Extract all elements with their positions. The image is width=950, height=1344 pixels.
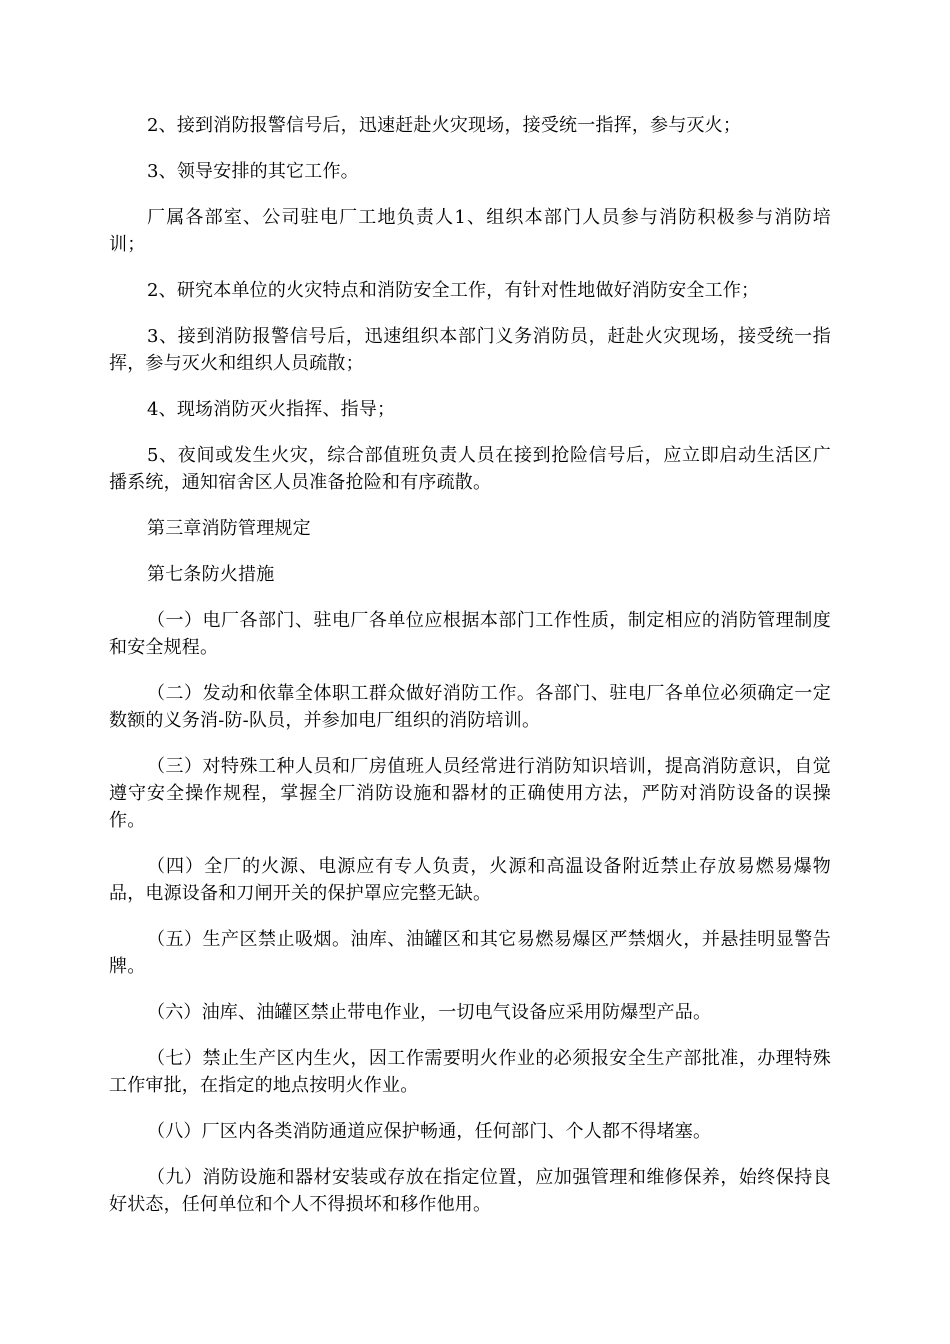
- paragraph-dept-heads: 厂属各部室、公司驻电厂工地负责人1、组织本部门人员参与消防积极参与消防培训；: [109, 207, 831, 255]
- measure-5: （五）生产区禁止吸烟。油库、油罐区和其它易燃易爆区严禁烟火，并悬挂明显警告牌。: [109, 929, 831, 977]
- measure-4: （四）全厂的火源、电源应有专人负责，火源和高温设备附近禁止存放易燃易爆物品，电源设备和刀闸开关的保护罩应完整无缺。: [109, 856, 831, 904]
- article-heading: 第七条防火措施: [147, 564, 275, 585]
- document-body: [109, 112, 831, 1237]
- paragraph-duty-3: 3、领导安排的其它工作。: [147, 161, 359, 182]
- paragraph-dept-2: 2、研究本单位的火灾特点和消防安全工作，有针对性地做好消防安全工作；: [147, 280, 760, 301]
- measure-7: （七）禁止生产区内生火，因工作需要明火作业的必须报安全生产部批准，办理特殊工作审批，在指定的地点按明火作业。: [109, 1048, 831, 1096]
- chapter-heading: 第三章消防管理规定: [147, 518, 311, 539]
- measure-3: （三）对特殊工种人员和厂房值班人员经常进行消防知识培训，提高消防意识，自觉遵守安全操作规程，掌握全厂消防设施和器材的正确使用方法，严防对消防设备的误操作。: [109, 756, 831, 831]
- measure-2: （二）发动和依靠全体职工群众做好消防工作。各部门、驻电厂各单位必须确定一定数额的义务消-防-队员，并参加电厂组织的消防培训。: [109, 683, 831, 731]
- paragraph-dept-5: 5、夜间或发生火灾，综合部值班负责人员在接到抢险信号后，应立即启动生活区广播系统，通知宿舍区人员准备抢险和有序疏散。: [109, 445, 831, 493]
- measure-8: （八）厂区内各类消防通道应保护畅通，任何部门、个人都不得堵塞。: [147, 1121, 712, 1142]
- paragraph-dept-4: 4、现场消防灭火指挥、指导；: [147, 399, 396, 420]
- measure-1: （一）电厂各部门、驻电厂各单位应根据本部门工作性质，制定相应的消防管理制度和安全规程。: [109, 610, 831, 658]
- measure-6: （六）油库、油罐区禁止带电作业，一切电气设备应采用防爆型产品。: [147, 1002, 712, 1023]
- measure-9: （九）消防设施和器材安装或存放在指定位置，应加强管理和维修保养，始终保持良好状态，任何单位和个人不得损坏和移作他用。: [109, 1167, 831, 1215]
- paragraph-dept-3: 3、接到消防报警信号后，迅速组织本部门义务消防员，赶赴火灾现场，接受统一指挥，参与灭火和组织人员疏散；: [109, 326, 831, 374]
- paragraph-duty-2: 2、接到消防报警信号后，迅速赶赴火灾现场，接受统一指挥，参与灭火；: [147, 115, 742, 136]
